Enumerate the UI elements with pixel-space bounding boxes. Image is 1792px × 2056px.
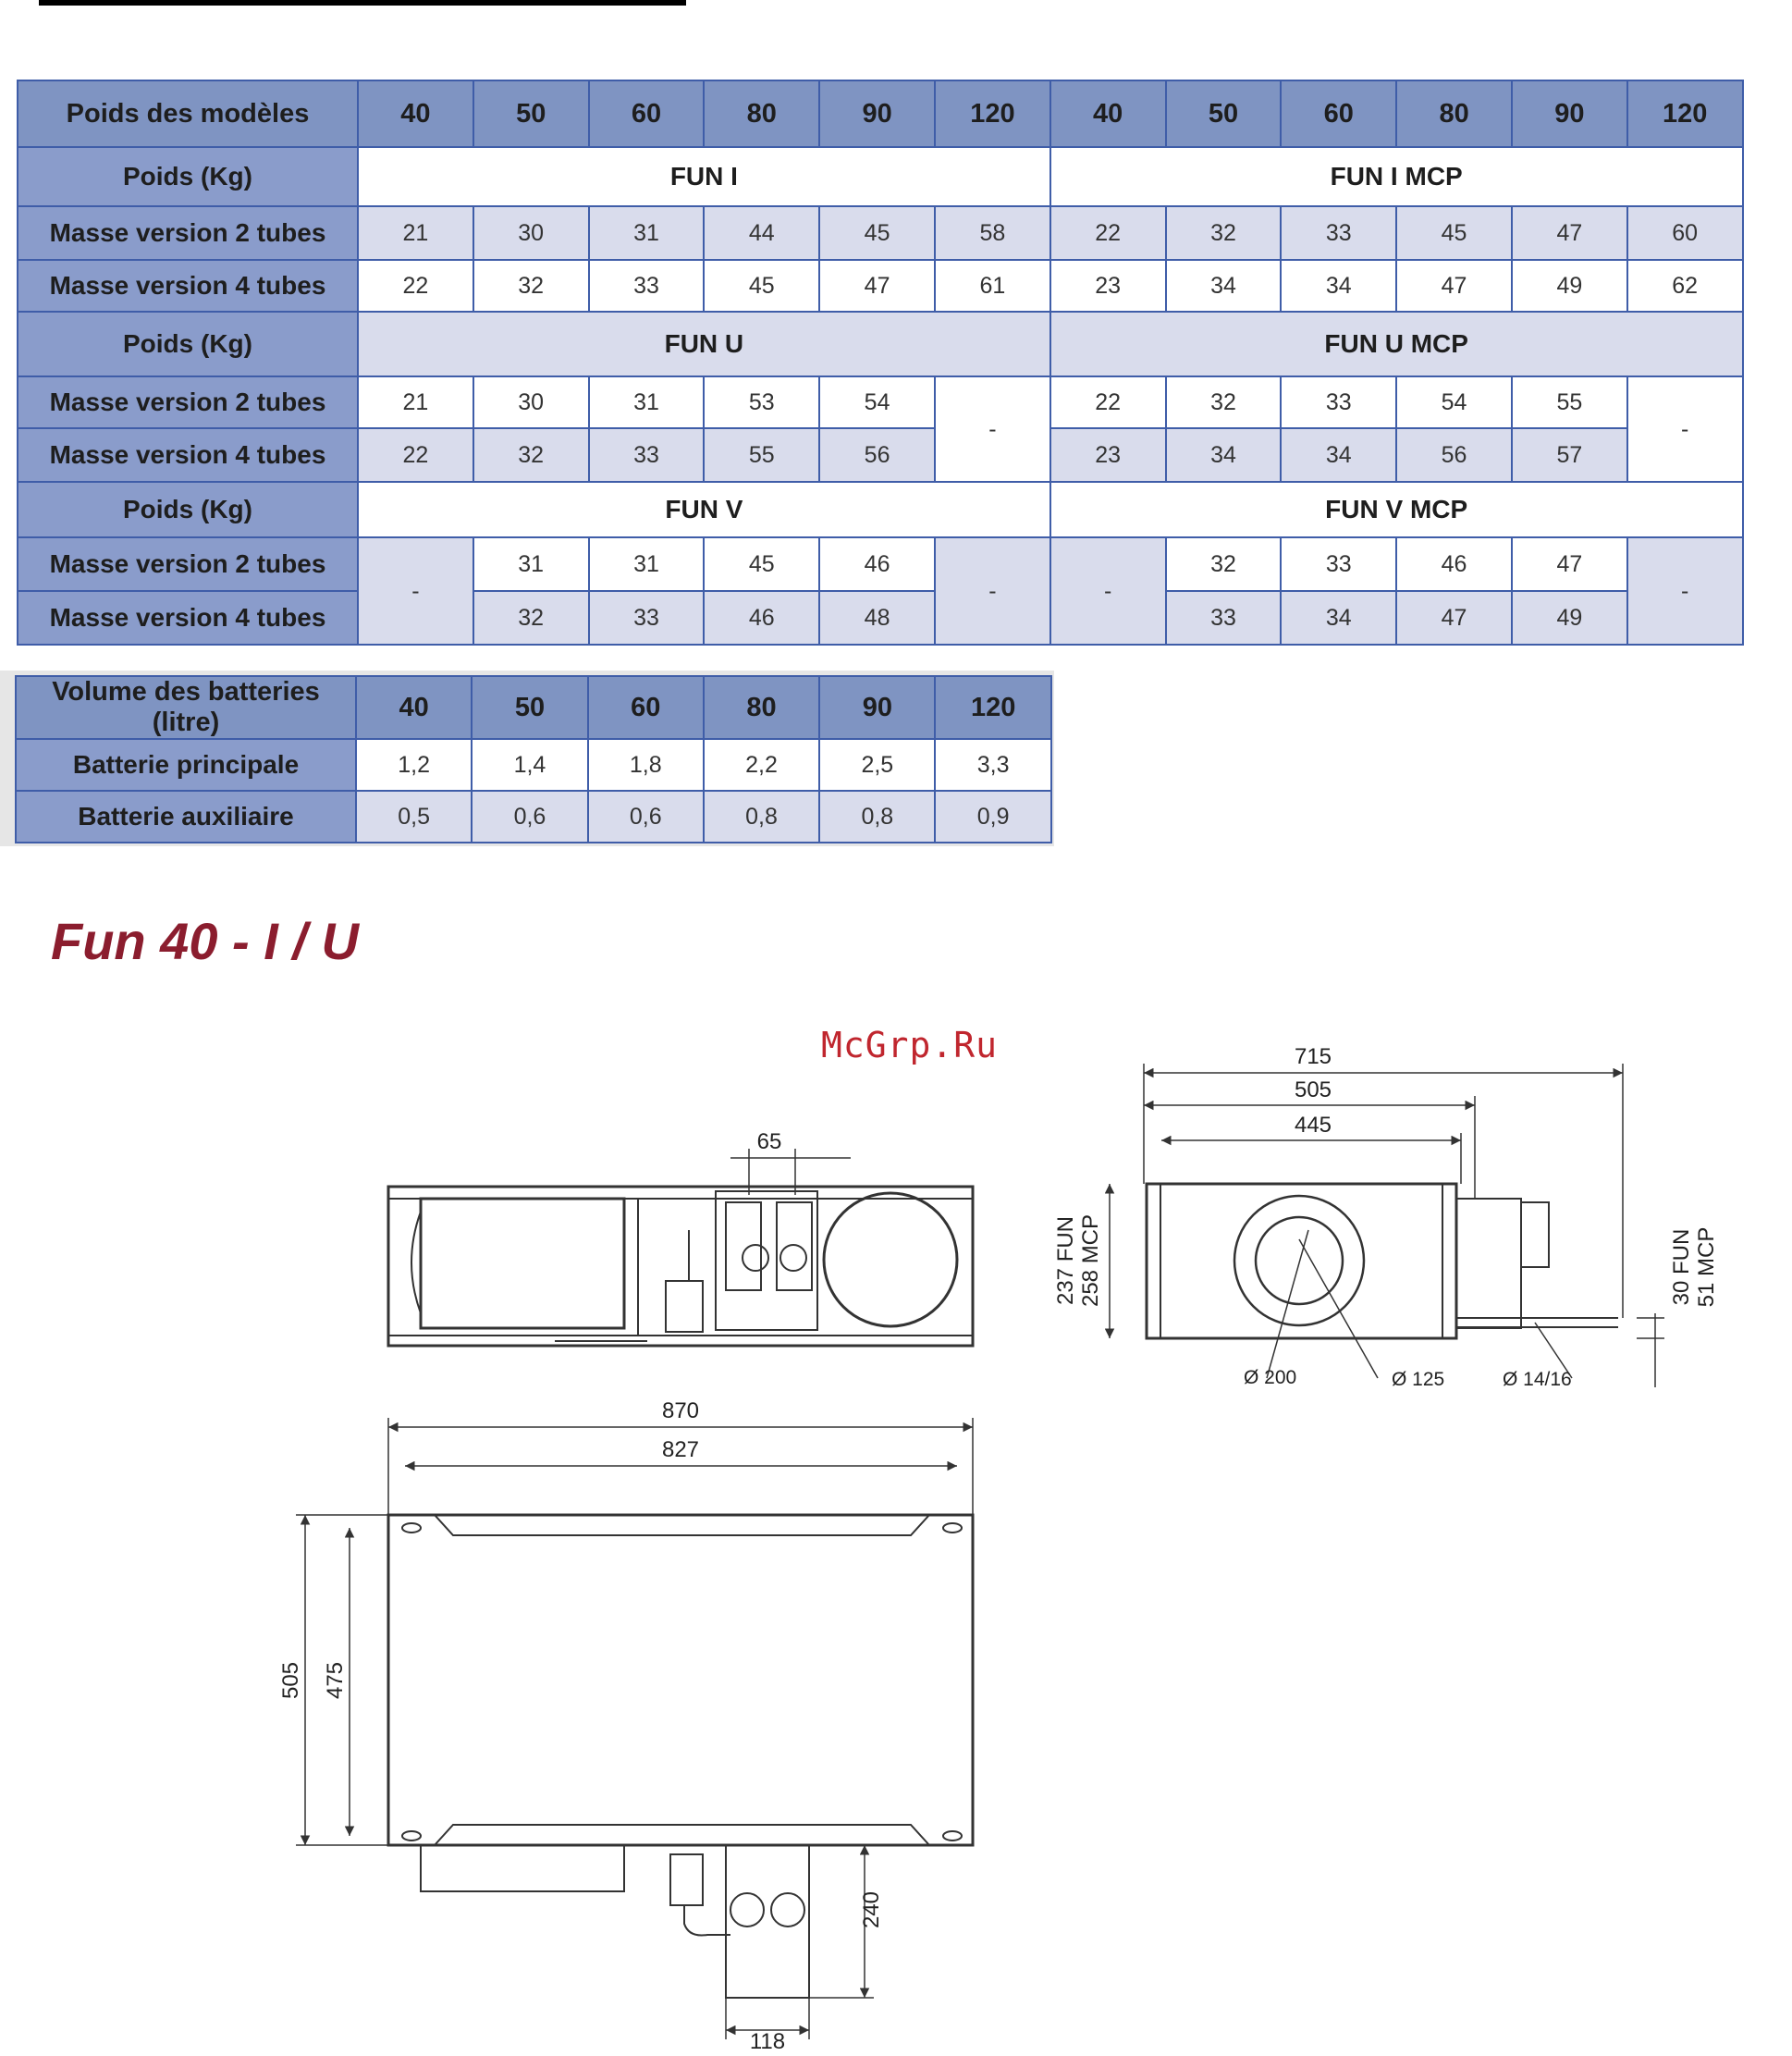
- height-fun-label: 237 FUN: [1053, 1215, 1078, 1306]
- section-label: Poids (Kg): [18, 482, 358, 537]
- table-cell: -: [935, 376, 1050, 482]
- table-cell: 0,5: [356, 791, 472, 843]
- table-cell: 22: [358, 260, 473, 312]
- model-header: 90: [819, 80, 935, 147]
- table-cell: 34: [1166, 260, 1282, 312]
- model-header: 60: [1281, 80, 1396, 147]
- table-cell: 45: [704, 260, 819, 312]
- table-cell: 31: [473, 537, 589, 591]
- table-cell: -: [935, 537, 1050, 645]
- table-cell: 47: [1396, 591, 1512, 645]
- dim-445-label: 445: [1294, 1113, 1332, 1138]
- table-cell: 21: [358, 206, 473, 260]
- table-cell: 22: [1050, 206, 1166, 260]
- table-cell: 1,2: [356, 739, 472, 791]
- table-cell: 2,5: [819, 739, 935, 791]
- table-cell: 2,2: [704, 739, 819, 791]
- dim-870-label: 870: [661, 1398, 700, 1423]
- row-label: Masse version 2 tubes: [18, 206, 358, 260]
- side-view: [1147, 1184, 1618, 1338]
- table-cell: 33: [1281, 206, 1396, 260]
- dim-118-label: 118: [749, 2029, 786, 2054]
- model-header: 80: [704, 80, 819, 147]
- dim-827-label: 827: [661, 1437, 700, 1462]
- model-header: 40: [358, 80, 473, 147]
- model-header: 40: [1050, 80, 1166, 147]
- row-label: Masse version 4 tubes: [18, 428, 358, 482]
- table-cell: 22: [1050, 376, 1166, 428]
- row-label: Batterie principale: [16, 739, 356, 791]
- model-header: 40: [356, 676, 472, 739]
- group-name-right: FUN V MCP: [1050, 482, 1743, 537]
- table-cell: 61: [935, 260, 1050, 312]
- table-cell: -: [1050, 537, 1166, 645]
- table-cell: 45: [1396, 206, 1512, 260]
- model-header: 80: [704, 676, 819, 739]
- section-label: Poids (Kg): [18, 312, 358, 376]
- table-cell: 46: [1396, 537, 1512, 591]
- table-cell: 33: [589, 428, 705, 482]
- table-cell: 58: [935, 206, 1050, 260]
- table-cell: 33: [1166, 591, 1282, 645]
- table-cell: -: [1627, 537, 1743, 645]
- section-title: Fun 40 - I / U: [51, 912, 359, 970]
- row-label: Masse version 2 tubes: [18, 537, 358, 591]
- table-cell: 56: [819, 428, 935, 482]
- table-cell: 46: [819, 537, 935, 591]
- table-cell: 30: [473, 206, 589, 260]
- table-cell: 47: [1396, 260, 1512, 312]
- dim-715-label: 715: [1294, 1044, 1332, 1069]
- section-label: Poids (Kg): [18, 147, 358, 206]
- table-cell: 53: [704, 376, 819, 428]
- table-cell: 0,6: [472, 791, 587, 843]
- group-name-right: FUN I MCP: [1050, 147, 1743, 206]
- table-cell: 47: [1512, 206, 1627, 260]
- dim-240-label: 240: [859, 1890, 884, 1929]
- table-cell: 0,9: [935, 791, 1050, 843]
- group-name-left: FUN I: [358, 147, 1050, 206]
- table-cell: 33: [1281, 376, 1396, 428]
- table-cell: 31: [589, 537, 705, 591]
- dia-125-label: Ø 125: [1392, 1369, 1445, 1390]
- offset-mcp-label: 51 MCP: [1694, 1226, 1719, 1308]
- row-label: Masse version 4 tubes: [18, 260, 358, 312]
- table-cell: 32: [473, 591, 589, 645]
- table-cell: 49: [1512, 260, 1627, 312]
- row-label: Masse version 2 tubes: [18, 376, 358, 428]
- table-cell: 32: [473, 260, 589, 312]
- watermark: McGrp.Ru: [821, 1025, 999, 1065]
- volume-header-label: Volume des batteries (litre): [16, 676, 356, 739]
- height-mcp-label: 258 MCP: [1078, 1213, 1103, 1308]
- table-cell: 47: [819, 260, 935, 312]
- table-cell: 1,4: [472, 739, 587, 791]
- table-cell: 55: [1512, 376, 1627, 428]
- dim-475-label: 475: [323, 1661, 348, 1700]
- table-cell: 48: [819, 591, 935, 645]
- group-name-right: FUN U MCP: [1050, 312, 1743, 376]
- table-cell: 23: [1050, 428, 1166, 482]
- group-name-left: FUN U: [358, 312, 1050, 376]
- model-header: 90: [819, 676, 935, 739]
- model-header: 120: [935, 80, 1050, 147]
- table-cell: 1,8: [588, 739, 704, 791]
- table-cell: 32: [1166, 537, 1282, 591]
- table-cell: 34: [1281, 591, 1396, 645]
- table-cell: 32: [1166, 376, 1282, 428]
- table-cell: 31: [589, 206, 705, 260]
- offset-fun-label: 30 FUN: [1669, 1228, 1694, 1306]
- plan-view-dim-lines: [296, 1418, 973, 2039]
- weights-header-label: Poids des modèles: [18, 80, 358, 147]
- table-cell: 34: [1281, 428, 1396, 482]
- model-header: 120: [935, 676, 1050, 739]
- group-name-left: FUN V: [358, 482, 1050, 537]
- table-cell: 0,6: [588, 791, 704, 843]
- table-cell: 49: [1512, 591, 1627, 645]
- table-cell: 55: [704, 428, 819, 482]
- table-cell: 23: [1050, 260, 1166, 312]
- table-cell: 34: [1281, 260, 1396, 312]
- table-cell: 56: [1396, 428, 1512, 482]
- table-cell: 31: [589, 376, 705, 428]
- dia-200-label: Ø 200: [1244, 1367, 1297, 1388]
- dim-505-side-label: 505: [278, 1661, 303, 1700]
- table-cell: 57: [1512, 428, 1627, 482]
- plan-view: [388, 1515, 973, 1998]
- table-cell: 34: [1166, 428, 1282, 482]
- model-header: 60: [588, 676, 704, 739]
- model-header: 50: [473, 80, 589, 147]
- table-cell: 33: [589, 591, 705, 645]
- row-label: Masse version 4 tubes: [18, 591, 358, 645]
- model-header: 60: [589, 80, 705, 147]
- table-cell: 54: [819, 376, 935, 428]
- dim-505-top-label: 505: [1294, 1077, 1332, 1102]
- model-header: 120: [1627, 80, 1743, 147]
- table-cell: 45: [819, 206, 935, 260]
- top-view: [388, 1187, 973, 1346]
- table-cell: 46: [704, 591, 819, 645]
- table-cell: 33: [1281, 537, 1396, 591]
- table-cell: 54: [1396, 376, 1512, 428]
- table-cell: 32: [473, 428, 589, 482]
- table-cell: 33: [589, 260, 705, 312]
- table-cell: 32: [1166, 206, 1282, 260]
- table-cell: 0,8: [704, 791, 819, 843]
- table-cell: -: [1627, 376, 1743, 482]
- table-cell: 60: [1627, 206, 1743, 260]
- model-header: 80: [1396, 80, 1512, 147]
- table-cell: 3,3: [935, 739, 1050, 791]
- dim-65-label: 65: [756, 1129, 782, 1154]
- table-cell: 45: [704, 537, 819, 591]
- model-header: 50: [472, 676, 587, 739]
- table-cell: 22: [358, 428, 473, 482]
- table-cell: 62: [1627, 260, 1743, 312]
- model-header: 50: [1166, 80, 1282, 147]
- table-cell: 0,8: [819, 791, 935, 843]
- table-cell: 21: [358, 376, 473, 428]
- model-header: 90: [1512, 80, 1627, 147]
- table-cell: 47: [1512, 537, 1627, 591]
- dia-pipe-label: Ø 14/16: [1503, 1369, 1572, 1390]
- table-cell: -: [358, 537, 473, 645]
- table-cell: 30: [473, 376, 589, 428]
- table-cell: 44: [704, 206, 819, 260]
- row-label: Batterie auxiliaire: [16, 791, 356, 843]
